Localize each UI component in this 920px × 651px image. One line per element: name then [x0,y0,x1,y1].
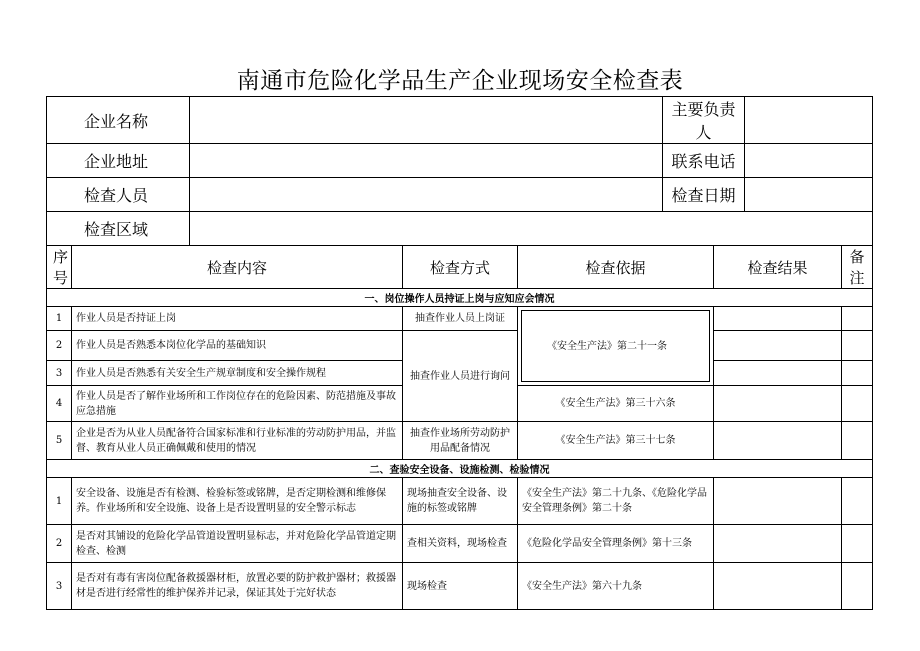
check-result-field[interactable] [714,525,842,563]
table-row [47,422,873,460]
info-row-address [47,144,873,178]
header-remark: 备 注 [842,246,873,289]
row-number: 1 [47,478,72,525]
phone-field[interactable] [745,144,873,178]
check-method: 现场检查 [403,563,518,610]
table-row [47,307,873,331]
company-name-field[interactable] [190,97,663,144]
remark-field[interactable] [842,386,873,422]
header-basis: 检查依据 [518,246,714,289]
date-label: 检查日期 [663,178,745,212]
principal-field[interactable] [745,97,873,144]
check-basis: 《安全生产法》第三十六条 [518,386,714,422]
check-basis-cell [518,307,714,386]
row-number: 1 [47,307,72,331]
row-number: 5 [47,422,72,460]
check-method: 现场抽查安全设备、设施的标签或铭牌 [403,478,518,525]
check-result-field[interactable] [714,331,842,361]
table-row [47,563,873,610]
phone-label: 联系电话 [663,144,745,178]
header-method: 检查方式 [403,246,518,289]
header-seq: 序号 [47,246,72,289]
check-content: 作业人员是否持证上岗 [72,307,403,331]
remark-field[interactable] [842,525,873,563]
check-result-field[interactable] [714,361,842,386]
check-content: 企业是否为从业人员配备符合国家标准和行业标准的劳动防护用品，并监督、教育从业人员正确佩戴和使用的情况 [72,422,403,460]
check-basis: 《危险化学品安全管理条例》第十三条 [518,525,714,563]
remark-field[interactable] [842,307,873,331]
inspection-table [46,96,873,610]
info-row-inspector [47,178,873,212]
check-method: 抽查作业人员上岗证 [403,307,518,331]
remark-field[interactable] [842,563,873,610]
row-number: 3 [47,563,72,610]
address-field[interactable] [190,144,663,178]
check-result-field[interactable] [714,422,842,460]
check-content: 是否对有毒有害岗位配备救援器材柜，放置必要的防护救护器材；救援器材是否进行经常性的维护保养并记录，保证其处于完好状态 [72,563,403,610]
inspector-label: 检查人员 [47,178,190,212]
row-number: 2 [47,331,72,361]
info-row-area [47,212,873,246]
check-content: 是否对其铺设的危险化学品管道设置明显标志，并对危险化学品管道定期检查、检测 [72,525,403,563]
column-header-row [47,246,873,289]
check-result-field[interactable] [714,563,842,610]
row-number: 2 [47,525,72,563]
check-method: 抽查作业人员进行询问 [403,331,518,422]
check-result-field[interactable] [714,478,842,525]
section-header-2 [47,460,873,478]
check-content: 作业人员是否了解作业场所和工作岗位存在的危险因素、防范措施及事故应急措施 [72,386,403,422]
info-row-company [47,97,873,144]
row-number: 4 [47,386,72,422]
section-header-1 [47,289,873,307]
header-result: 检查结果 [714,246,842,289]
remark-field[interactable] [842,331,873,361]
section-1-title: 一、岗位操作人员持证上岗与应知应会情况 [47,289,873,307]
company-name-label: 企业名称 [47,97,190,144]
remark-field[interactable] [842,478,873,525]
document-title: 南通市危险化学品生产企业现场安全检查表 [236,68,684,94]
table-row [47,331,873,361]
check-basis: 《安全生产法》第六十九条 [518,563,714,610]
check-result-field[interactable] [714,386,842,422]
header-content: 检查内容 [72,246,403,289]
inspector-field[interactable] [190,178,663,212]
principal-label: 主要负责人 [663,97,745,144]
table-row [47,478,873,525]
check-content: 安全设备、设施是否有检测、检验标签或铭牌，是否定期检测和维修保养。作业场所和安全设施、设备上是否设置明显的安全警示标志 [72,478,403,525]
check-content: 作业人员是否熟悉有关安全生产规章制度和安全操作规程 [72,361,403,386]
check-content: 作业人员是否熟悉本岗位化学品的基础知识 [72,331,403,361]
row-number: 3 [47,361,72,386]
table-row [47,525,873,563]
address-label: 企业地址 [47,144,190,178]
remark-field[interactable] [842,422,873,460]
check-basis: 《安全生产法》第三十七条 [518,422,714,460]
section-2-title: 二、查验安全设备、设施检测、检验情况 [47,460,873,478]
check-result-field[interactable] [714,307,842,331]
remark-field[interactable] [842,361,873,386]
check-method: 查相关资料，现场检查 [403,525,518,563]
date-field[interactable] [745,178,873,212]
area-field[interactable] [190,212,873,246]
area-label: 检查区域 [47,212,190,246]
check-basis: 《安全生产法》第二十一条 [547,340,668,352]
check-basis: 《安全生产法》第二十九条、《危险化学品安全管理条例》第二十条 [518,478,714,525]
check-method: 抽查作业场所劳动防护用品配备情况 [403,422,518,460]
check-basis-box [521,310,710,382]
